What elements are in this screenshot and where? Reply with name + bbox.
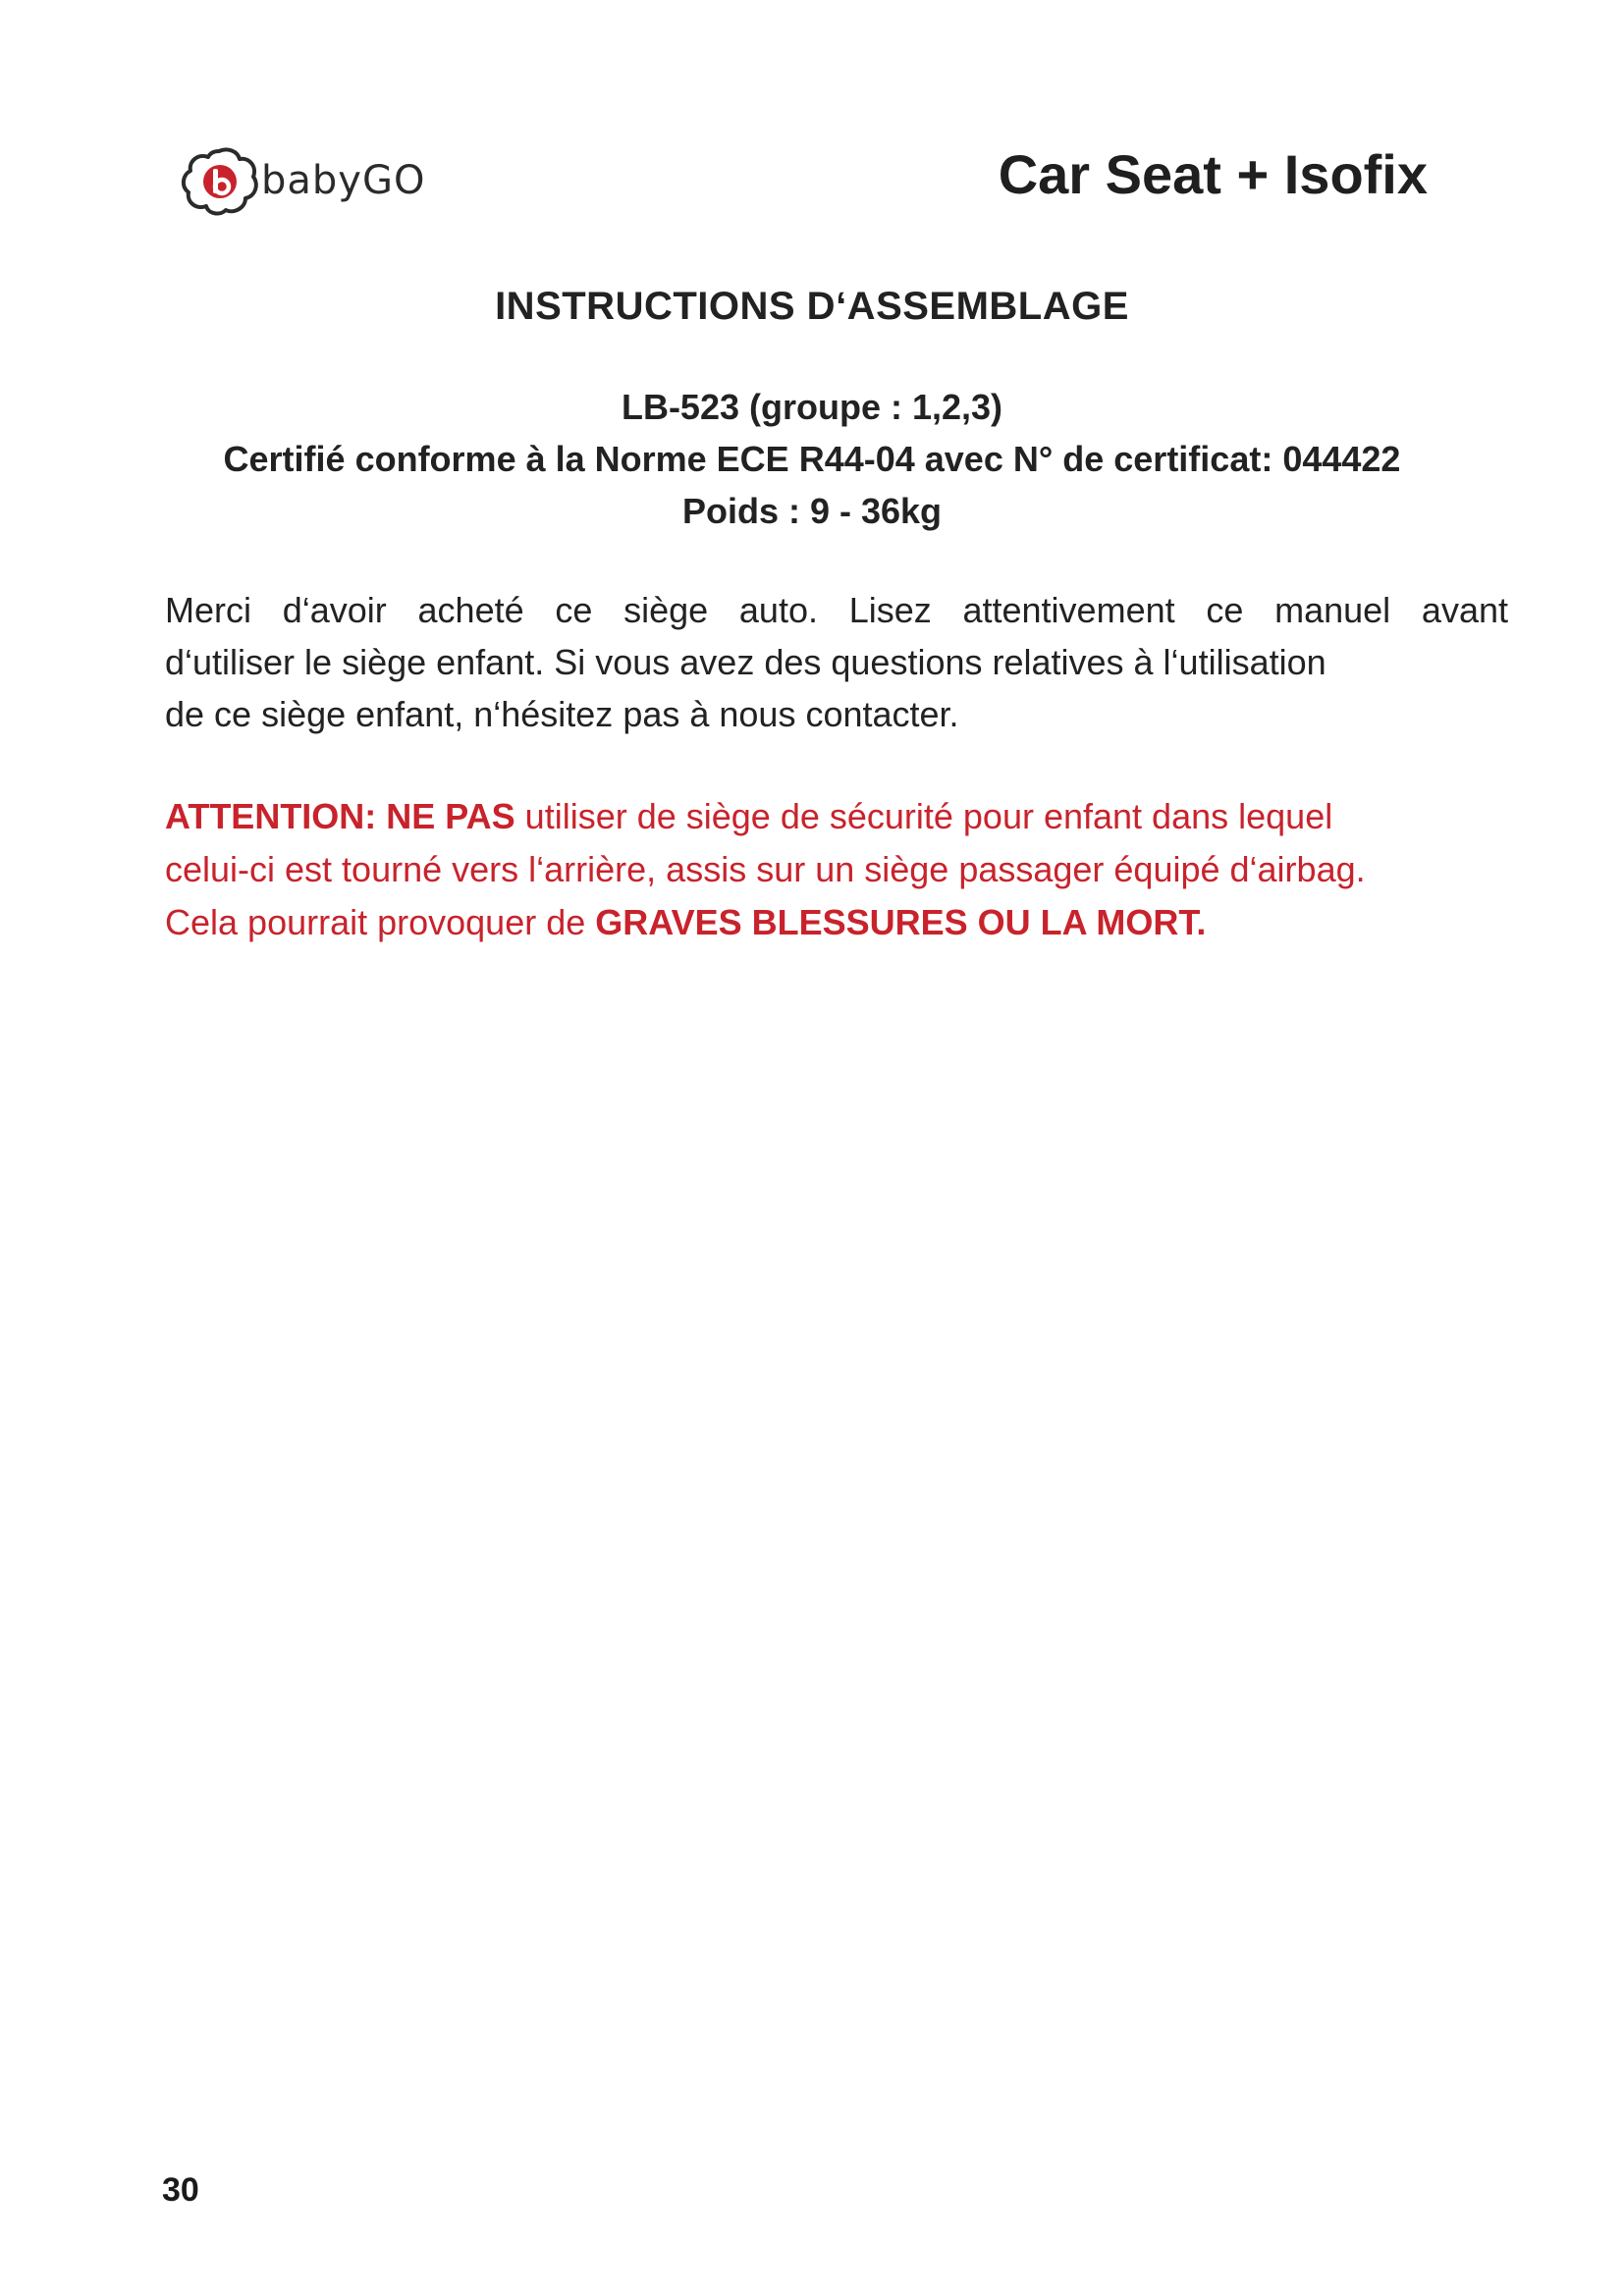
weight-line: Poids : 9 - 36kg: [681, 491, 943, 531]
intro-paragraph: [165, 584, 1508, 740]
warning-line-2: celui-ci est tourné vers l‘arrière, assis sur un siège passager équipé d‘airbag.: [165, 849, 1366, 889]
brand-logo: [179, 145, 425, 216]
warning-line-1-text: utiliser de siège de sécurité pour enfant dans lequel: [514, 796, 1333, 836]
warning-line-3-text: Cela pourrait provoquer de: [165, 902, 596, 942]
intro-line-1: Merci d‘avoir acheté ce siège auto. Lisez attentivement ce manuel avant: [165, 590, 1508, 630]
warning-line-1: [165, 790, 1508, 843]
certification-line: Certifié conforme à la Norme ECE R44-04 avec N° de certificat: 044422: [223, 439, 1401, 479]
warning-label: ATTENTION: NE PAS: [165, 796, 515, 836]
babygo-logo-icon: [179, 145, 259, 216]
safety-warning: [165, 790, 1508, 949]
logo-wordmark: babyGO: [261, 158, 426, 203]
warning-line-3: [165, 896, 1508, 949]
page-number: 30: [162, 2171, 199, 2209]
document-title: Car Seat + Isofix: [998, 143, 1428, 205]
intro-line-3: de ce siège enfant, n‘hésitez pas à nous contacter.: [165, 694, 959, 734]
warning-emphasis: GRAVES BLESSURES OU LA MORT.: [595, 902, 1207, 942]
intro-line-2: d‘utiliser le siège enfant. Si vous avez des questions relatives à l‘utilisation: [165, 642, 1326, 682]
section-heading: INSTRUCTIONS D‘ASSEMBLAGE: [495, 285, 1129, 328]
model-line: LB-523 (groupe : 1,2,3): [621, 387, 1003, 427]
product-specs: [0, 381, 1624, 537]
